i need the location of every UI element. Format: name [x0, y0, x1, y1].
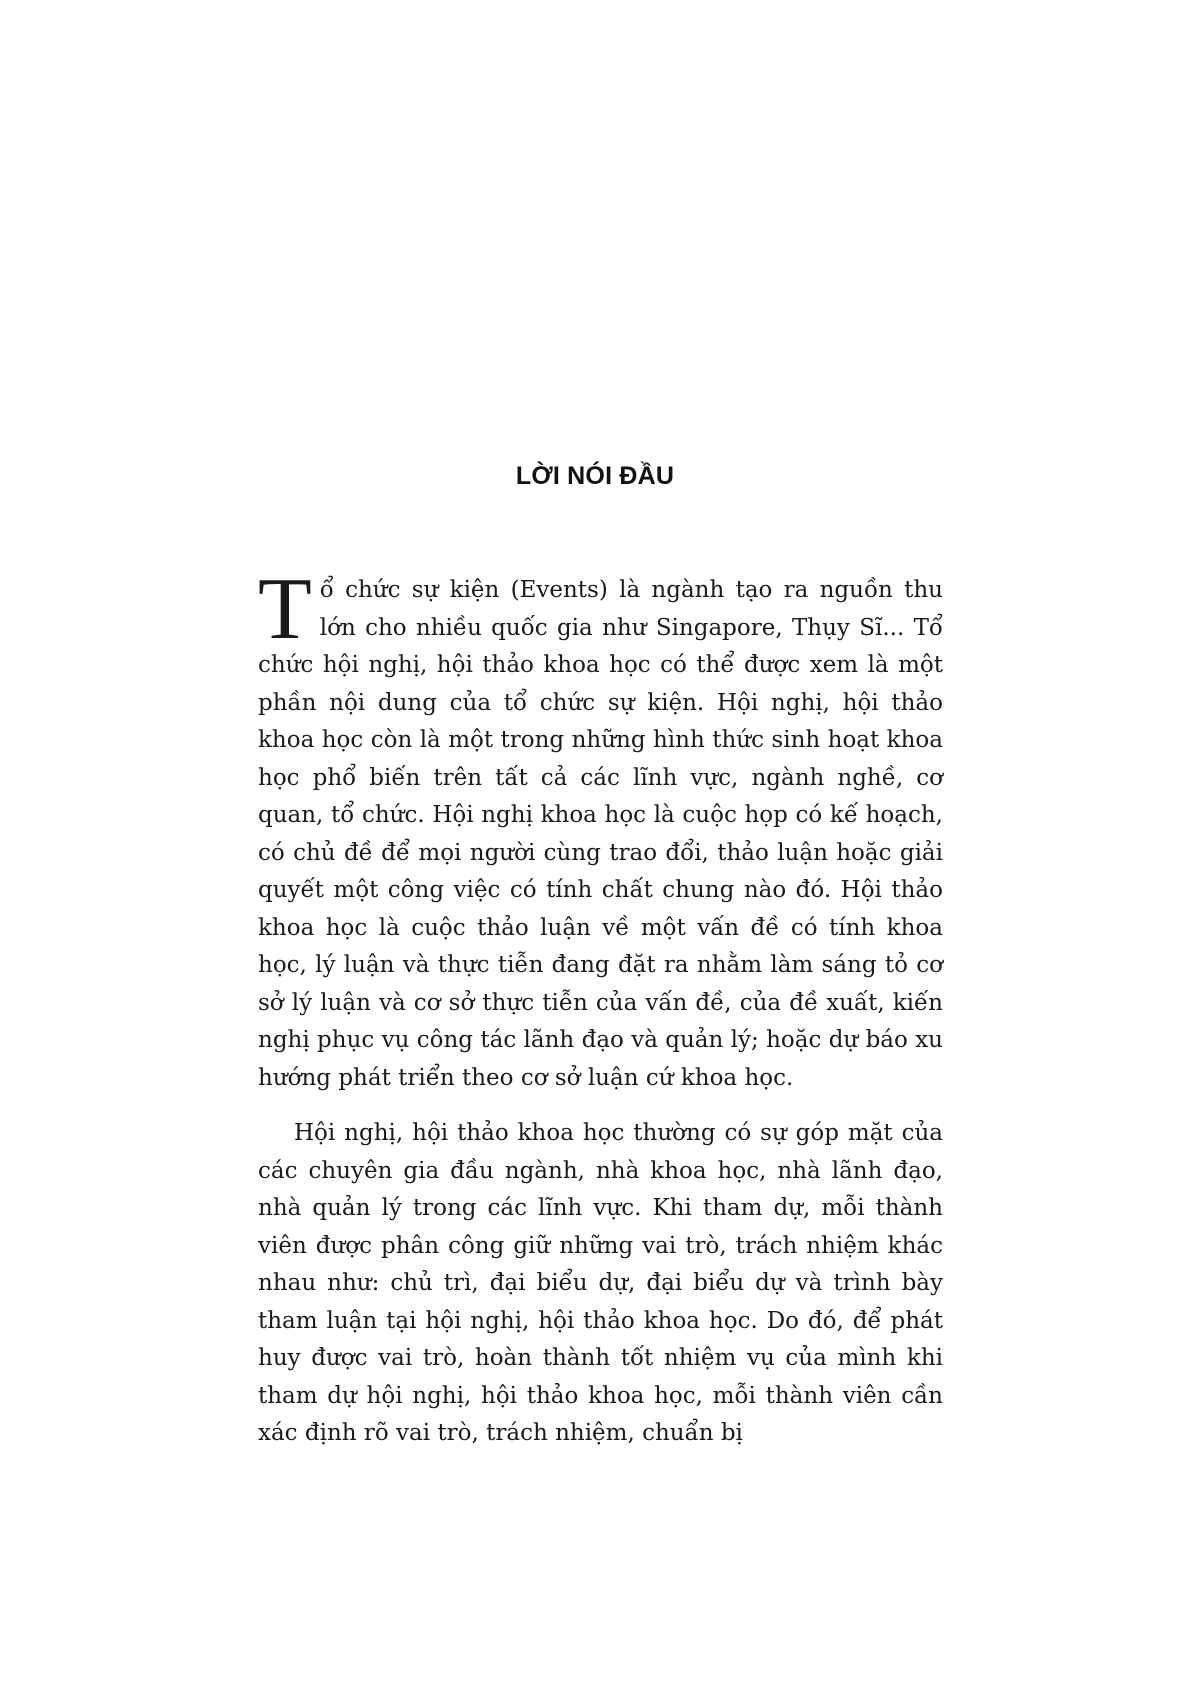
drop-cap: T — [258, 561, 312, 658]
page-title: LỜI NÓI ĐẦU — [515, 462, 675, 490]
body-text — [258, 561, 943, 1453]
paragraph-1 — [258, 561, 943, 1097]
paragraph-2: Hội nghị, hội thảo khoa học thường có sự góp mặt của các chuyên gia đầu ngành, nhà khoa học, nhà lãnh đạo, nhà quản lý trong các lĩnh vực. Khi tham dự, mỗi thành viên được phân công giữ những vai trò, trách nhiệm khác nhau như: chủ trì, đại biểu dự, đại biểu dự và trình bày tham luận tại hội nghị, hội thảo khoa học. Do đó, để phát huy được vai trò, hoàn thành tốt nhiệm vụ của mình khi tham dự hội nghị, hội thảo khoa học, mỗi thành viên cần xác định rõ vai trò, trách nhiệm, chuẩn bị — [258, 1120, 943, 1446]
paragraph-1-text: ổ chức sự kiện (Events) là ngành tạo ra nguồn thu lớn cho nhiều quốc gia như Singapore, Thụy Sĩ... Tổ chức hội nghị, hội thảo khoa học có thể được xem là một phần nội dung của tổ chức sự kiện. Hội nghị, hội thảo khoa học còn là một trong những hình thức sinh hoạt khoa học phổ biến trên tất cả các lĩnh vực, ngành nghề, cơ quan, tổ chức. Hội nghị khoa học là cuộc họp có kế hoạch, có chủ đề để mọi người cùng trao đổi, thảo luận hoặc giải quyết một công việc có tính chất chung nào đó. Hội thảo khoa học là cuộc thảo luận về một vấn đề có tính khoa học, lý luận và thực tiễn đang đặt ra nhằm làm sáng tỏ cơ sở lý luận và cơ sở thực tiễn của vấn đề, của đề xuất, kiến nghị phục vụ công tác lãnh đạo và quản lý; hoặc dự báo xu hướng phát triển theo cơ sở luận cứ khoa học. — [258, 577, 943, 1091]
